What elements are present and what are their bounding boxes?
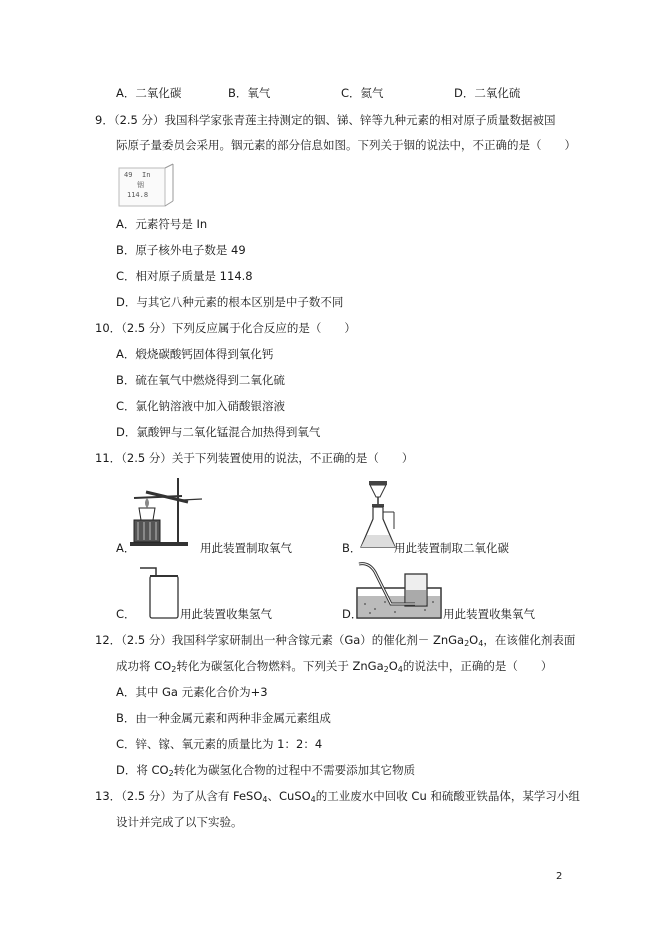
q8-option-c: C．氦气	[341, 86, 384, 100]
q8-option-d: D．二氧化硫	[454, 86, 521, 100]
q12-option-b: B．由一种金属元素和两种非金属元素组成	[116, 711, 331, 725]
q9-stem-line1: 9．（2.5 分）我国科学家张青莲主持测定的铟、锑、锌等九种元素的相对原子质量数据被国	[95, 113, 556, 127]
q12-option-c: C．锌、镓、氧元素的质量比为 1：2：4	[116, 737, 323, 751]
q10-option-d: D．氯酸钾与二氧化锰混合加热得到氧气	[116, 425, 321, 439]
q11-option-c-letter: C．	[116, 607, 136, 621]
element-atomic-number: 49	[124, 171, 133, 179]
page-number: 2	[556, 871, 563, 882]
apparatus-b-flask-funnel-icon	[358, 477, 398, 555]
element-symbol: In	[142, 171, 151, 179]
element-card-image	[115, 163, 179, 209]
q11-option-b-letter: B．	[342, 541, 362, 555]
q10-option-a: A．煅烧碳酸钙固体得到氧化钙	[116, 347, 274, 361]
apparatus-d-water-trough-icon	[355, 560, 443, 620]
q12-option-d: D．将 $CO_2$转化为碳氢化合物的过程中不需要添加其它物质	[116, 763, 416, 778]
q11-option-a-letter: A．	[116, 541, 136, 555]
q10-option-c: C．氯化钠溶液中加入硝酸银溶液	[116, 399, 286, 413]
q9-option-c: C．相对原子质量是 114.8	[116, 269, 253, 283]
q11-option-c-text: 用此装置收集氢气	[180, 607, 272, 621]
q13-stem-line2: 设计并完成了以下实验。	[116, 815, 243, 829]
q8-option-b: B．氧气	[228, 86, 271, 100]
q11-stem: 11．（2.5 分）关于下列装置使用的说法，不正确的是（ ）	[95, 451, 414, 465]
q11-option-d-letter: D．	[342, 607, 363, 621]
element-mass: 114.8	[127, 191, 149, 199]
q12-stem-line1: 12．（2.5 分）我国科学家研制出一种含镓元素（Ga）的催化剂－ $ZnGa_2O_4$，在该催化剂表面	[95, 633, 576, 648]
element-card-frame	[115, 163, 179, 209]
q10-stem: 10．（2.5 分）下列反应属于化合反应的是（ ）	[95, 321, 356, 335]
q13-stem-line1: 13．（2.5 分）为了从含有 FeSO$_4$、CuSO$_4$的工业废水中回收 Cu 和硫酸亚铁晶体，某学习小组	[95, 789, 580, 804]
q9-option-b: B．原子核外电子数是 49	[116, 243, 246, 257]
q9-stem-line2: 际原子量委员会采用。铟元素的部分信息如图。下列关于铟的说法中，不正确的是（ ）	[116, 138, 576, 152]
q9-option-d: D．与其它八种元素的根本区别是中子数不同	[116, 295, 344, 309]
q11-option-b-text: 用此装置制取二氧化碳	[394, 541, 509, 555]
apparatus-c-gas-bottle-icon	[138, 562, 180, 620]
q12-option-a: A．其中 Ga 元素化合价为+3	[116, 685, 268, 699]
apparatus-a-heating-icon	[124, 476, 204, 548]
q10-option-b: B．硫在氧气中燃烧得到二氧化硫	[116, 373, 285, 387]
element-name: 铟	[137, 181, 144, 189]
q12-stem-line2: 成功将 $CO_2$转化为碳氢化合物燃料。下列关于 $ZnGa_2O_4$的说法中，正确的是（ ）	[116, 659, 553, 674]
q9-option-a: A．元素符号是 In	[116, 217, 208, 231]
q8-option-a: A．二氧化碳	[116, 86, 182, 100]
q11-option-a-text: 用此装置制取氧气	[200, 541, 292, 555]
q11-option-d-text: 用此装置收集氧气	[443, 607, 535, 621]
